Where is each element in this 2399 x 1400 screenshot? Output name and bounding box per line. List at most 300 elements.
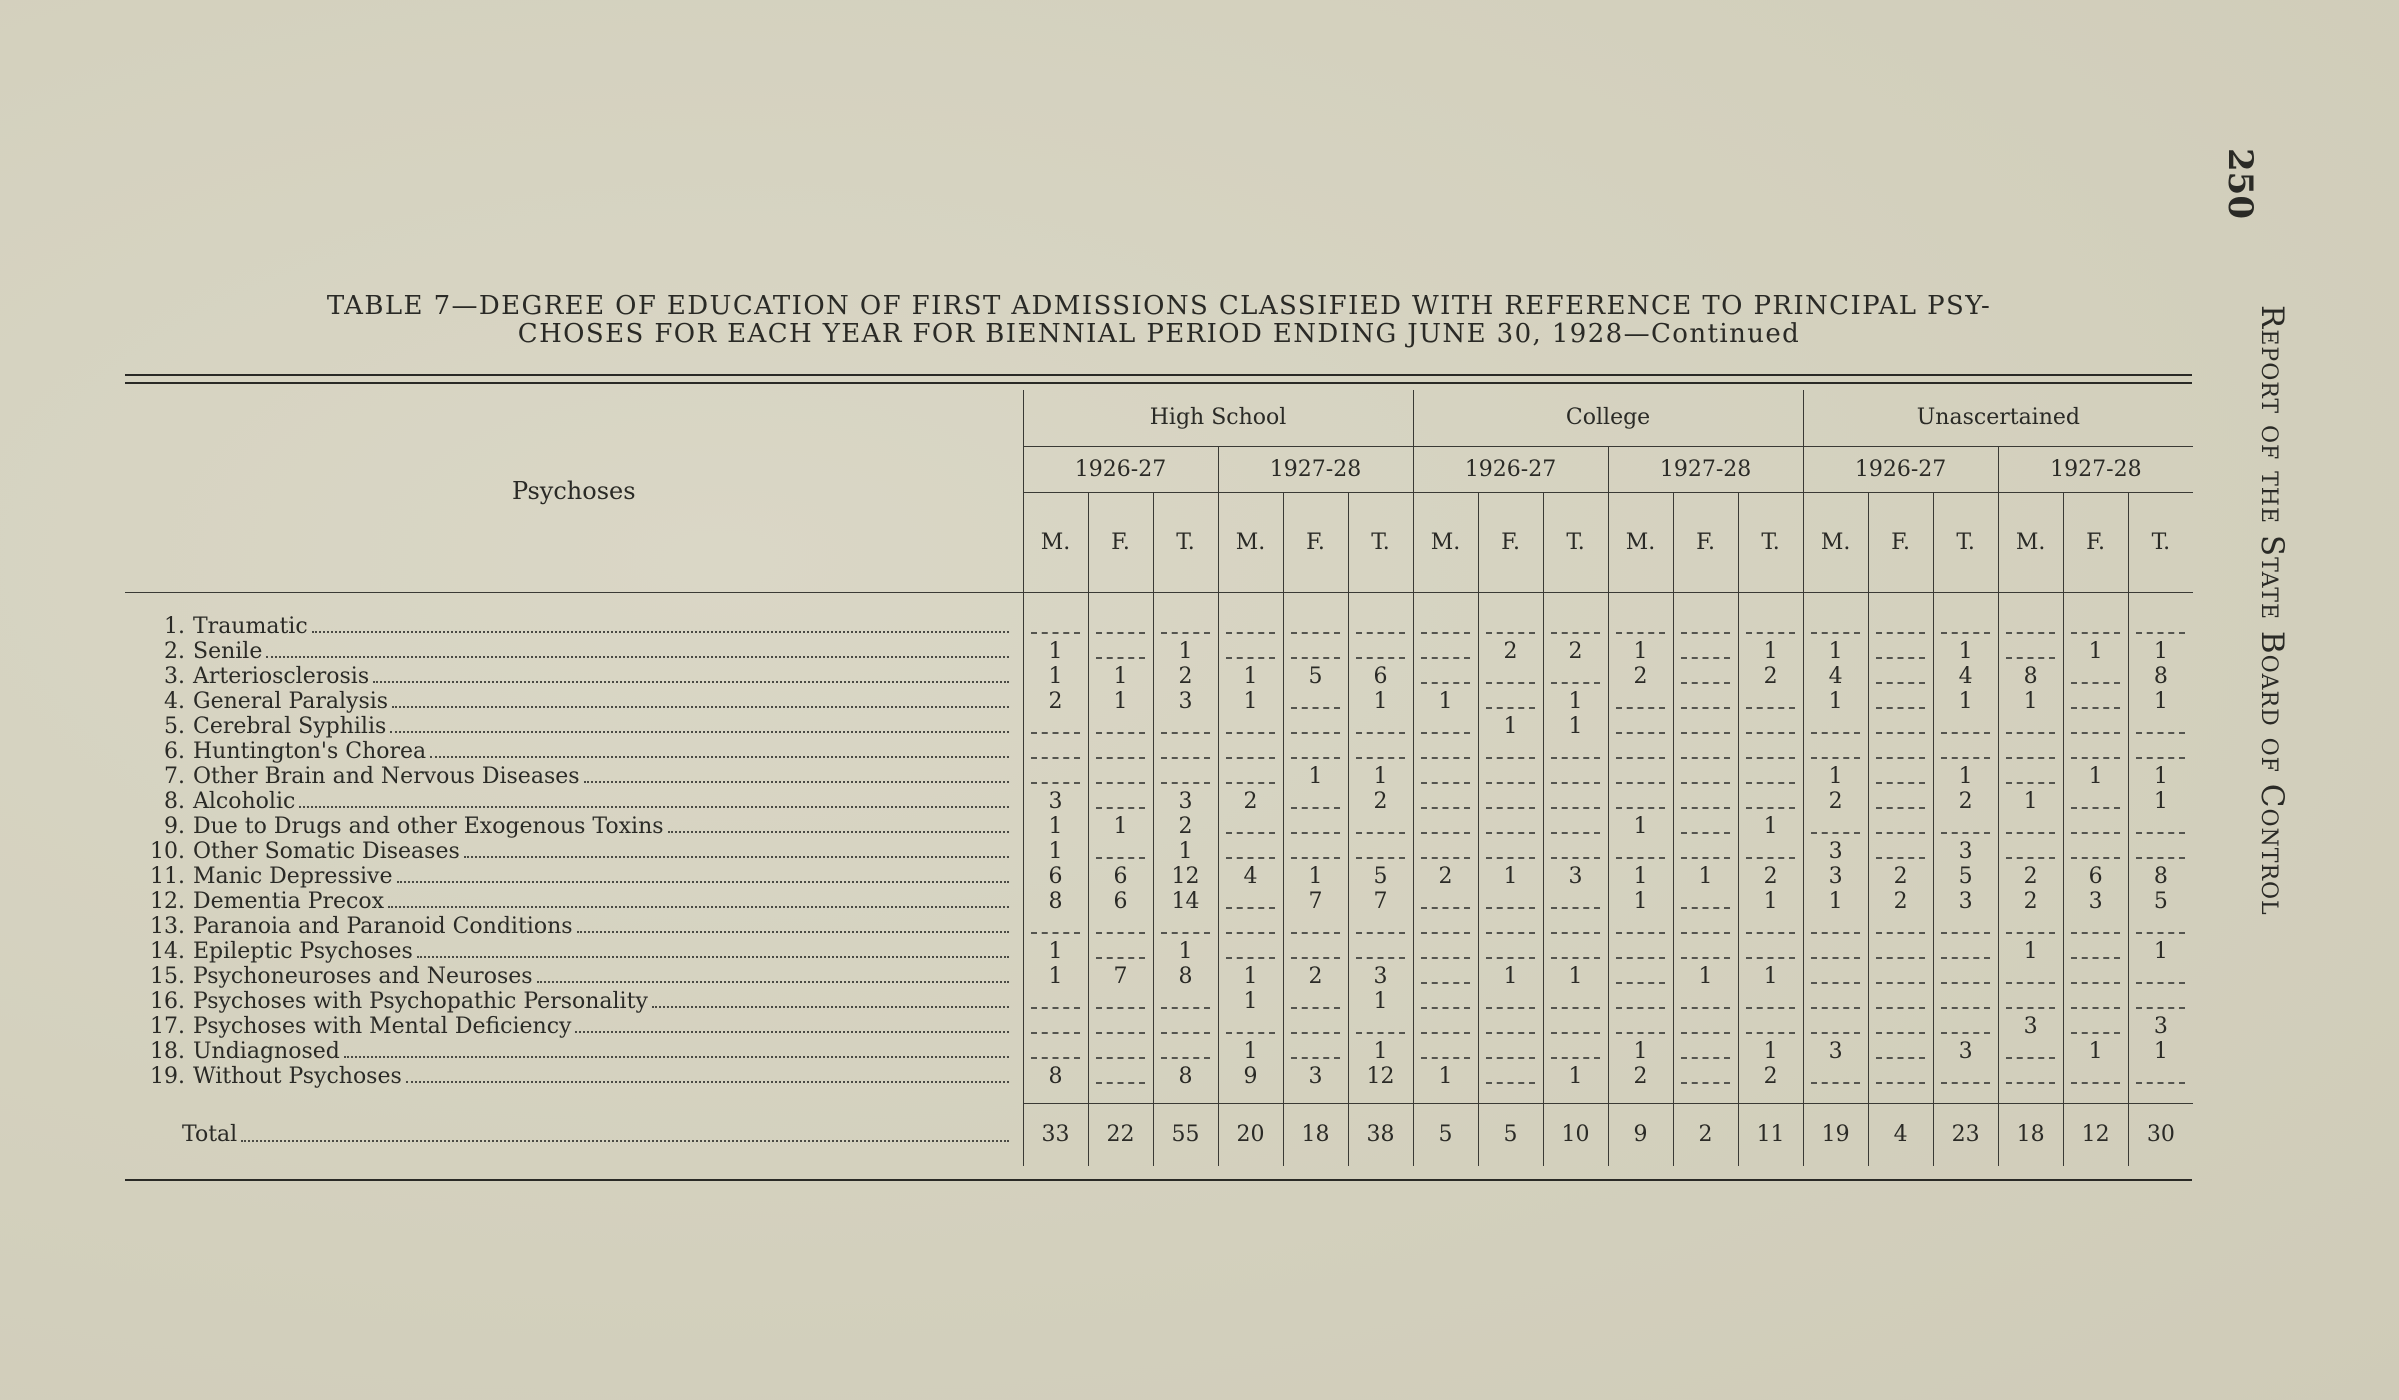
table-cell (1738, 689, 1803, 714)
sex-header: F. (1478, 492, 1543, 592)
table-cell (1023, 1039, 1088, 1064)
table-cell (2128, 614, 2193, 639)
table-cell (1478, 789, 1543, 814)
table-cell: 3 (1153, 689, 1218, 714)
table-cell (1608, 714, 1673, 739)
table-cell: 1 (1218, 689, 1283, 714)
leader-dots (575, 1031, 1009, 1033)
row-number: 16. (150, 989, 185, 1014)
table-cell: 1 (1218, 1039, 1283, 1064)
table-cell (1218, 1014, 1283, 1039)
table-cell (1023, 1014, 1088, 1039)
table-cell: 1 (1283, 764, 1348, 789)
table-cell (1803, 989, 1868, 1014)
total-cell: 55 (1153, 1103, 1218, 1166)
table-cell: 3 (1803, 1039, 1868, 1064)
leader-dots (577, 931, 1009, 933)
table-cell: 1 (1673, 864, 1738, 889)
table-cell (1413, 714, 1478, 739)
table-cell: 1 (1738, 639, 1803, 664)
table-cell: 1 (2128, 764, 2193, 789)
table-cell (2063, 914, 2128, 939)
table-cell (1153, 714, 1218, 739)
table-cell (1348, 739, 1413, 764)
table-cell (1608, 939, 1673, 964)
table-row (125, 764, 2193, 789)
table-cell: 1 (1543, 964, 1608, 989)
table-cell (1478, 989, 1543, 1014)
table-cell (1933, 714, 1998, 739)
table-cell: 2 (1868, 864, 1933, 889)
table-cell (2063, 739, 2128, 764)
table-row (125, 689, 2193, 714)
table-cell (1023, 614, 1088, 639)
table-cell (1413, 989, 1478, 1014)
table-cell (1998, 914, 2063, 939)
table-cell (1478, 914, 1543, 939)
sex-header: M. (1803, 492, 1868, 592)
table-cell (1803, 739, 1868, 764)
table-cell (1868, 814, 1933, 839)
table-cell (1803, 814, 1868, 839)
table-cell (1803, 964, 1868, 989)
table-cell: 1 (1023, 814, 1088, 839)
table-cell (2063, 714, 2128, 739)
row-label (125, 789, 1023, 814)
table-cell (1478, 814, 1543, 839)
table-cell (1933, 1014, 1998, 1039)
table-cell (1998, 989, 2063, 1014)
table-row (125, 614, 2193, 639)
sex-header: F. (1868, 492, 1933, 592)
table-cell: 1 (1738, 1039, 1803, 1064)
leader-dots (299, 806, 1009, 808)
table-cell (1283, 989, 1348, 1014)
table-cell: 2 (1998, 864, 2063, 889)
table-cell (2128, 989, 2193, 1014)
table-cell: 1 (1348, 1039, 1413, 1064)
table-cell: 2 (1543, 639, 1608, 664)
table-cell: 2 (1413, 864, 1478, 889)
table-row (125, 1064, 2193, 1089)
table-cell: 8 (1023, 889, 1088, 914)
table-cell (1088, 989, 1153, 1014)
table-row (125, 839, 2193, 864)
table-cell (1673, 689, 1738, 714)
table-cell: 1 (1933, 689, 1998, 714)
page-number: 250 (2220, 148, 2260, 219)
table-cell (2063, 689, 2128, 714)
row-name: Due to Drugs and other Exogenous Toxins (193, 814, 664, 839)
row-label (125, 1064, 1023, 1089)
table-cell (1738, 764, 1803, 789)
total-text: Total (182, 1121, 238, 1147)
table-cell: 6 (1088, 889, 1153, 914)
sex-header: T. (1933, 492, 1998, 592)
table-cell (1348, 714, 1413, 739)
table-cell (1738, 789, 1803, 814)
table-cell: 1 (1283, 864, 1348, 889)
sex-header: T. (1543, 492, 1608, 592)
table-cell (1738, 914, 1803, 939)
total-cell: 23 (1933, 1103, 1998, 1166)
leader-dots (388, 906, 1009, 908)
table-cell (2063, 789, 2128, 814)
table-cell (1543, 1014, 1608, 1039)
table-cell (1218, 764, 1283, 789)
table-cell (1673, 889, 1738, 914)
table-cell (1153, 614, 1218, 639)
table-row (125, 789, 2193, 814)
row-name: Paranoia and Paranoid Conditions (193, 914, 573, 939)
table-cell: 1 (1413, 1064, 1478, 1089)
table-cell: 1 (2128, 939, 2193, 964)
table-cell: 1 (1153, 939, 1218, 964)
row-label (125, 864, 1023, 889)
table-cell (1348, 939, 1413, 964)
table-cell: 3 (1803, 864, 1868, 889)
row-label (125, 989, 1023, 1014)
table-cell: 1 (1023, 964, 1088, 989)
table-cell: 2 (1153, 664, 1218, 689)
table-cell (1413, 1039, 1478, 1064)
table-cell (1673, 764, 1738, 789)
table-cell: 1 (1673, 964, 1738, 989)
table-cell: 2 (1218, 789, 1283, 814)
table-cell: 1 (2128, 1039, 2193, 1064)
table-cell: 1 (1023, 939, 1088, 964)
year-header: 1927-28 (1218, 446, 1413, 492)
table-cell (1998, 1064, 2063, 1089)
leader-dots (584, 781, 1009, 783)
table-cell (1608, 914, 1673, 939)
table-cell: 1 (1153, 639, 1218, 664)
table-cell (1413, 839, 1478, 864)
table-cell (1608, 989, 1673, 1014)
total-cell: 10 (1543, 1103, 1608, 1166)
table-cell (1413, 964, 1478, 989)
row-number: 17. (150, 1014, 185, 1039)
table-cell: 7 (1348, 889, 1413, 914)
table-cell (2063, 839, 2128, 864)
table-cell: 1 (1218, 989, 1283, 1014)
table-cell (1088, 714, 1153, 739)
table-cell (2063, 814, 2128, 839)
row-name: Epileptic Psychoses (193, 939, 413, 964)
table-cell (1413, 939, 1478, 964)
title-line-1: TABLE 7—DEGREE OF EDUCATION OF FIRST ADMISSIONS CLASSIFIED WITH REFERENCE TO PRINCIPAL PSY- (326, 291, 1992, 321)
table-cell (1673, 914, 1738, 939)
row-number: 6. (164, 739, 185, 764)
table-cell (1023, 714, 1088, 739)
table-cell (1998, 964, 2063, 989)
table-cell (1023, 739, 1088, 764)
row-label (125, 1014, 1023, 1039)
total-cell: 12 (2063, 1103, 2128, 1166)
table-cell (1283, 814, 1348, 839)
table-cell (1543, 914, 1608, 939)
sex-header: F. (1673, 492, 1738, 592)
table-cell: 1 (1608, 814, 1673, 839)
table-cell: 1 (1608, 889, 1673, 914)
table-cell: 14 (1153, 889, 1218, 914)
table-cell (1803, 914, 1868, 939)
row-label (125, 689, 1023, 714)
table-cell: 1 (1153, 839, 1218, 864)
row-number: 19. (150, 1064, 185, 1089)
row-name: Senile (193, 639, 263, 664)
table-cell (1868, 964, 1933, 989)
table-cell (1998, 814, 2063, 839)
table-cell: 1 (2063, 764, 2128, 789)
table-cell: 2 (1868, 889, 1933, 914)
table-cell (1673, 1039, 1738, 1064)
table-cell: 6 (2063, 864, 2128, 889)
table-cell (1478, 889, 1543, 914)
table-cell (1283, 789, 1348, 814)
table-cell: 12 (1348, 1064, 1413, 1089)
row-number: 15. (150, 964, 185, 989)
table-cell (1478, 764, 1543, 789)
table-cell: 2 (1478, 639, 1543, 664)
table-cell (1218, 614, 1283, 639)
table-cell: 3 (2063, 889, 2128, 914)
table-cell: 2 (1023, 689, 1088, 714)
row-label (125, 714, 1023, 739)
table-cell (1933, 939, 1998, 964)
table-cell (1673, 714, 1738, 739)
table-cell: 1 (2128, 689, 2193, 714)
row-name: Other Somatic Diseases (193, 839, 460, 864)
table-cell: 1 (2128, 789, 2193, 814)
table-cell: 1 (1088, 689, 1153, 714)
table-cell (1283, 914, 1348, 939)
table-cell (1023, 914, 1088, 939)
row-number: 18. (150, 1039, 185, 1064)
table-cell (1738, 614, 1803, 639)
table-cell: 9 (1218, 1064, 1283, 1089)
table-cell: 3 (1933, 1039, 1998, 1064)
table-cell (1868, 989, 1933, 1014)
table-cell: 1 (2063, 1039, 2128, 1064)
table-cell: 2 (1348, 789, 1413, 814)
table-cell (2063, 664, 2128, 689)
row-number: 5. (164, 714, 185, 739)
row-label (125, 814, 1023, 839)
table-cell (1218, 939, 1283, 964)
table-cell: 3 (1933, 839, 1998, 864)
sex-header: F. (2063, 492, 2128, 592)
leader-dots (390, 731, 1009, 733)
table-cell (1218, 889, 1283, 914)
table-cell: 3 (1348, 964, 1413, 989)
table-cell (1218, 814, 1283, 839)
sex-header: T. (2128, 492, 2193, 592)
table-cell (1673, 789, 1738, 814)
sex-header: T. (1738, 492, 1803, 592)
table-cell (1608, 764, 1673, 789)
table-cell (2128, 739, 2193, 764)
table-cell: 1 (1088, 814, 1153, 839)
table-cell (1868, 639, 1933, 664)
table-cell: 5 (1283, 664, 1348, 689)
leader-dots (344, 1056, 1009, 1058)
table-cell: 1 (1543, 689, 1608, 714)
table-cell (1283, 1014, 1348, 1039)
table-cell (1803, 939, 1868, 964)
table-cell: 1 (1933, 639, 1998, 664)
table-row (125, 964, 2193, 989)
table-cell (1933, 964, 1998, 989)
table-cell: 1 (1023, 664, 1088, 689)
year-header: 1927-28 (1608, 446, 1803, 492)
sex-header: T. (1153, 492, 1218, 592)
total-cell: 5 (1478, 1103, 1543, 1166)
table-cell (1608, 839, 1673, 864)
table-cell (1543, 814, 1608, 839)
table-cell (1348, 639, 1413, 664)
row-label (125, 839, 1023, 864)
table-cell: 6 (1348, 664, 1413, 689)
row-number: 10. (150, 839, 185, 864)
table-cell (1348, 839, 1413, 864)
table-cell (1608, 739, 1673, 764)
row-number: 7. (164, 764, 185, 789)
table-cell (1738, 739, 1803, 764)
table-cell (1673, 939, 1738, 964)
row-number: 3. (164, 664, 185, 689)
table-cell: 2 (1153, 814, 1218, 839)
table-cell: 1 (1478, 964, 1543, 989)
table-cell (1478, 664, 1543, 689)
table-cell: 1 (1348, 689, 1413, 714)
table-cell: 8 (1998, 664, 2063, 689)
table-cell (1283, 689, 1348, 714)
table-cell (1868, 839, 1933, 864)
table-cell (2128, 814, 2193, 839)
table-cell: 1 (1933, 764, 1998, 789)
table-cell (1608, 689, 1673, 714)
table-cell (1738, 939, 1803, 964)
table-cell (1803, 614, 1868, 639)
table-cell (1543, 839, 1608, 864)
table-cell: 8 (1153, 964, 1218, 989)
table-cell (1543, 614, 1608, 639)
table-cell: 1 (1218, 664, 1283, 689)
table-cell (1153, 1014, 1218, 1039)
row-name: Without Psychoses (193, 1064, 402, 1089)
table-cell: 1 (1543, 1064, 1608, 1089)
table-cell (1088, 739, 1153, 764)
leader-dots (430, 756, 1009, 758)
table-cell (1868, 689, 1933, 714)
total-cell: 38 (1348, 1103, 1413, 1166)
table-cell: 1 (1998, 689, 2063, 714)
table-cell: 7 (1088, 964, 1153, 989)
table-cell (1478, 839, 1543, 864)
table-cell (1543, 989, 1608, 1014)
table-cell (1153, 1039, 1218, 1064)
row-name: Alcoholic (193, 789, 296, 814)
row-header: Psychoses (125, 390, 1023, 592)
table-row (125, 739, 2193, 764)
leader-dots (312, 631, 1009, 633)
table-cell (1478, 689, 1543, 714)
table-cell (1868, 1039, 1933, 1064)
table-cell (1413, 789, 1478, 814)
table-cell: 8 (1153, 1064, 1218, 1089)
year-header: 1927-28 (1998, 446, 2193, 492)
table-cell: 1 (1023, 639, 1088, 664)
table-cell (1088, 614, 1153, 639)
total-cell: 2 (1673, 1103, 1738, 1166)
table-cell (1543, 764, 1608, 789)
table-cell (2128, 964, 2193, 989)
sex-header: M. (1218, 492, 1283, 592)
table-cell: 1 (1738, 889, 1803, 914)
row-name: Arteriosclerosis (193, 664, 370, 689)
table-cell: 1 (1478, 714, 1543, 739)
table-cell: 3 (1283, 1064, 1348, 1089)
total-cell: 9 (1608, 1103, 1673, 1166)
leader-dots (537, 981, 1009, 983)
table-cell (1218, 914, 1283, 939)
table-cell (1413, 814, 1478, 839)
row-name: Cerebral Syphilis (193, 714, 387, 739)
total-row (125, 1103, 2193, 1166)
table-cell (1543, 1039, 1608, 1064)
table-cell (1803, 1014, 1868, 1039)
table-cell: 8 (1023, 1064, 1088, 1089)
table-cell (1673, 1064, 1738, 1089)
table-cell: 2 (1933, 789, 1998, 814)
table-cell (1868, 739, 1933, 764)
table-cell (1868, 664, 1933, 689)
table-cell (2063, 1064, 2128, 1089)
table-cell: 2 (1738, 864, 1803, 889)
table-cell (1088, 639, 1153, 664)
total-cell: 18 (1998, 1103, 2063, 1166)
table-cell: 1 (1218, 964, 1283, 989)
table-cell (1283, 714, 1348, 739)
table-row (125, 664, 2193, 689)
table-cell (2128, 1064, 2193, 1089)
double-rule-top (125, 374, 2192, 376)
sex-header: M. (1998, 492, 2063, 592)
row-name: Other Brain and Nervous Diseases (193, 764, 580, 789)
table-cell (1023, 989, 1088, 1014)
table-cell: 6 (1023, 864, 1088, 889)
table-cell: 2 (1608, 664, 1673, 689)
table-cell (1218, 714, 1283, 739)
row-name: Psychoneuroses and Neuroses (193, 964, 533, 989)
running-head: Report of the State Board of Control (2254, 305, 2290, 916)
double-rule-bottom (125, 382, 2192, 384)
table-row (125, 914, 2193, 939)
table-cell (1218, 639, 1283, 664)
row-name: Psychoses with Mental Deficiency (193, 1014, 572, 1039)
table-cell: 1 (1088, 664, 1153, 689)
table-cell (1283, 739, 1348, 764)
table-cell: 1 (1803, 889, 1868, 914)
row-number: 13. (150, 914, 185, 939)
table-row (125, 989, 2193, 1014)
table-cell: 1 (1803, 639, 1868, 664)
table-cell: 8 (2128, 664, 2193, 689)
leader-dots (652, 1006, 1009, 1008)
row-name: Huntington's Chorea (193, 739, 427, 764)
sex-header: T. (1348, 492, 1413, 592)
